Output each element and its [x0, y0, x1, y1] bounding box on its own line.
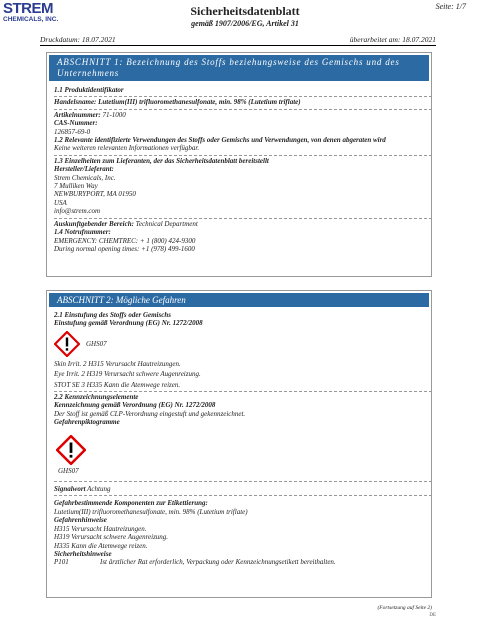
supplier-email: info@strem.com — [54, 207, 101, 216]
page-number: Seite: 1/7 — [435, 2, 466, 11]
date-line — [40, 35, 436, 44]
p-code: P101 — [54, 558, 69, 567]
signal-value: Achtung — [87, 485, 111, 494]
s22-text: Der Stoff ist gemäß CLP-Verordnung eingestuft und gekennzeichnet. — [54, 409, 246, 418]
document-subtitle: gemäß 1907/2006/EG, Artikel 31 — [191, 19, 299, 28]
precautionary-label: Sicherheitshinweise — [54, 549, 112, 558]
supplier-line: USA — [54, 198, 67, 207]
hazard-statement: H319 Verursacht schwere Augenreizung. — [54, 533, 169, 542]
print-date: Druckdatum: 18.07.2021 — [40, 35, 116, 44]
s21-subtitle: Einstufung gemäß Verordnung (EG) Nr. 1272/2008 — [54, 319, 203, 328]
section-1-header: ABSCHNITT 1: Bezeichnung des Stoffs beziehungsweise des Gemischs und des Unternehmens — [49, 55, 429, 81]
logo-subtitle: CHEMICALS, INC. — [3, 16, 59, 23]
exclamation-pictogram-icon — [56, 435, 86, 465]
s12-text: Keine weiteren relevanten Informationen verfügbar. — [54, 144, 200, 153]
continued-note: (Fortsetzung auf Seite 2) — [377, 605, 432, 611]
supplier-line: NEWBURYPORT, MA 01950 — [54, 190, 136, 199]
emergency-line: During normal opening times: +1 (978) 499-1600 — [54, 244, 195, 253]
hazard-statement: H335 Kann die Atemwege reizen. — [54, 541, 148, 550]
revision-date: überarbeitet am: 18.07.2021 — [349, 35, 436, 44]
section-2-content — [54, 311, 432, 567]
s21-title: 2.1 Einstufung des Stoffs oder Gemischs — [54, 311, 171, 319]
supplier-line: Strem Chemicals, Inc. — [54, 173, 116, 182]
s13-title: 1.3 Einzelheiten zum Lieferanten, der das Sicherheitsdatenblatt bereitstellt — [54, 156, 269, 165]
s14-title: 1.4 Notrufnummer: — [54, 228, 111, 237]
document-title: Sicherheitsdatenblatt — [190, 4, 300, 18]
section-2-header: ABSCHNITT 2: Mögliche Gefahren — [49, 293, 429, 307]
pictogram-label: Gefahrenpiktogramme — [54, 418, 120, 427]
s11-title: 1.1 Produktidentifikator — [54, 86, 124, 94]
s22-subtitle: Kennzeichnung gemäß Verordnung (EG) Nr. 1272/2008 — [54, 401, 216, 410]
hazard-statements-label: Gefahrenhinweise — [54, 516, 107, 525]
precautionary-statement — [54, 558, 432, 566]
trade-name: Handelsname: Lutetium(III) trifluoromethanesulfonate, min. 98% (Lutetium triflate) — [54, 98, 301, 107]
info-label: Auskunftgebender Bereich: — [54, 219, 134, 228]
cas-label: CAS-Nummer: — [54, 119, 98, 128]
artnr-value: 71-1000 — [102, 110, 126, 119]
ghs-row — [54, 331, 432, 357]
emergency-line: EMERGENCY: CHEMTREC: + 1 (800) 424-9300 — [54, 236, 196, 245]
artnr-label: Artikelnummer: — [54, 110, 101, 119]
hazard-statement: H315 Verursacht Hautreizungen. — [54, 524, 147, 533]
cas-value: 126857-69-0 — [54, 127, 91, 136]
hazard-class: STOT SE 3 H335 Kann die Atemwege reizen. — [54, 380, 181, 389]
supplier-label: Hersteller/Lieferant: — [54, 165, 114, 174]
exclamation-pictogram-icon — [54, 331, 80, 357]
s12-title: 1.2 Relevante identifizierte Verwendungen des Stoffs oder Gemischs und Verwendungen, von denen abgeraten wird — [54, 136, 386, 145]
supplier-line: 7 Mulliken Way — [54, 182, 98, 191]
header-divider — [40, 45, 436, 46]
hazard-class: Eye Irrit. 2 H319 Verursacht schwere Augenreizung. — [54, 370, 201, 379]
components-label: Gefahrbestimmende Komponenten zur Etikettierung: — [54, 499, 208, 508]
s22-title: 2.2 Kennzeichnungselemente — [54, 393, 139, 402]
p-text: Ist ärztlicher Rat erforderlich, Verpackung oder Kennzeichnungsetikett bereithalten. — [100, 558, 336, 567]
info-value: Technical Department — [135, 219, 198, 228]
section-1-content — [54, 86, 432, 253]
ghs-code: GHS07 — [86, 339, 107, 348]
components-value: Lutetium(III) trifluoromethanesulfonate, min. 98% (Lutetium triflate) — [54, 507, 248, 516]
logo-mark: STREM — [3, 0, 53, 17]
language-code: DE — [429, 613, 436, 618]
ghs-code: GHS07 — [58, 466, 79, 475]
signal-label: Signalwort — [54, 485, 86, 494]
hazard-class: Skin Irrit. 2 H315 Verursacht Hautreizungen. — [54, 359, 181, 368]
